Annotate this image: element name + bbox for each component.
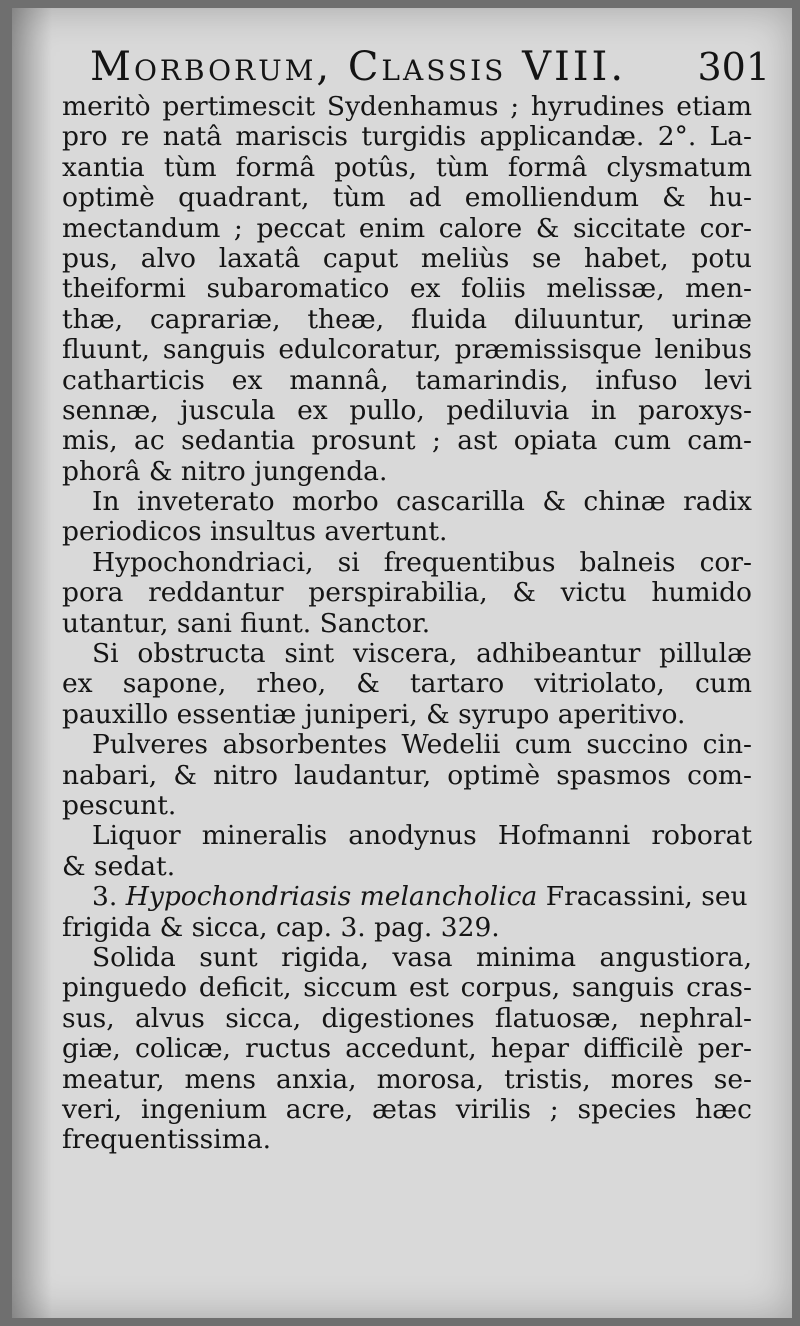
text-line: ex sapone, rheo, & tartaro vitriolato, cum <box>62 668 752 700</box>
section-heading: Hypochondriasis melancholica <box>125 881 538 913</box>
text-line: pauxillo essentiæ juniperi, & syrupo aperitivo. <box>62 698 686 730</box>
text-line: veri, ingenium acre, ætas virilis ; species hæc <box>62 1093 752 1125</box>
text-line: In inveterato morbo cascarilla & chinæ radix <box>92 486 752 518</box>
text-line: Hypochondriaci, si frequentibus balneis cor- <box>92 546 752 578</box>
text-line: nabari, & nitro laudantur, optimè spasmos com- <box>62 759 752 791</box>
text-line: Pulveres absorbentes Wedelii cum succino cin- <box>92 729 752 761</box>
text-line: catharticis ex mannâ, tamarindis, infuso levi <box>62 364 752 396</box>
text-line: fluunt, sanguis edulcoratur, præmissisque lenibus <box>62 334 752 366</box>
text-line: frequentissima. <box>62 1124 272 1156</box>
text-line: xantia tùm formâ potûs, tùm formâ clysmatum <box>62 151 752 183</box>
text-line: Liquor mineralis anodynus Hofmanni roborat <box>92 820 752 852</box>
text-line: meritò pertimescit Sydenhamus ; hyrudines etiam <box>62 91 752 122</box>
text-line: pinguedo deficit, siccum est corpus, sanguis cras- <box>62 972 752 1004</box>
text-line: pus, alvo laxatâ caput meliùs se habet, potu <box>62 242 752 274</box>
text-line: utantur, sani fiunt. Sanctor. <box>62 607 431 639</box>
text-line: optimè quadrant, tùm ad emolliendum & hu- <box>62 182 752 214</box>
text-line: thæ, caprariæ, theæ, fluida diluuntur, urinæ <box>62 303 752 335</box>
text-line: mis, ac sedantia prosunt ; ast opiata cum cam- <box>62 425 752 457</box>
text-line: frigida & sicca, cap. 3. pag. 329. <box>62 911 500 943</box>
text-line: meatur, mens anxia, morosa, tristis, mores se- <box>62 1063 752 1095</box>
gutter-shadow <box>12 8 52 1318</box>
body-text <box>62 92 752 1156</box>
text-line: sennæ, juscula ex pullo, pediluvia in paroxys- <box>62 394 752 426</box>
section-number: 3. <box>92 881 118 913</box>
text-line: giæ, colicæ, ructus accedunt, hepar difficilè per- <box>62 1033 752 1065</box>
text-line: & sedat. <box>62 850 176 882</box>
text-line: Si obstructa sint viscera, adhibeantur pillulæ <box>92 638 752 670</box>
text-line: pora reddantur perspirabilia, & victu humido <box>62 577 752 609</box>
text-line: Solida sunt rigida, vasa minima angustiora, <box>92 941 752 973</box>
text-line: mectandum ; peccat enim calore & siccitate cor- <box>62 212 752 244</box>
text-line: sus, alvus sicca, digestiones flatuosæ, nephral- <box>62 1002 752 1034</box>
running-header <box>90 44 770 92</box>
section-heading-tail: Fracassini, seu <box>545 881 748 913</box>
text-line <box>62 882 752 912</box>
text-line: phorâ & nitro jungenda. <box>62 455 388 487</box>
text-line: periodicos insultus avertunt. <box>62 516 448 548</box>
page-number: 301 <box>697 45 770 89</box>
book-page <box>12 8 792 1318</box>
running-title: Morborum, Classis VIII. <box>90 44 627 90</box>
text-line: theiformi subaromatico ex foliis melissæ, men- <box>62 273 752 305</box>
text-line: pro re natâ mariscis turgidis applicandæ. 2°. La- <box>62 121 752 153</box>
text-line: pescunt. <box>62 789 177 821</box>
